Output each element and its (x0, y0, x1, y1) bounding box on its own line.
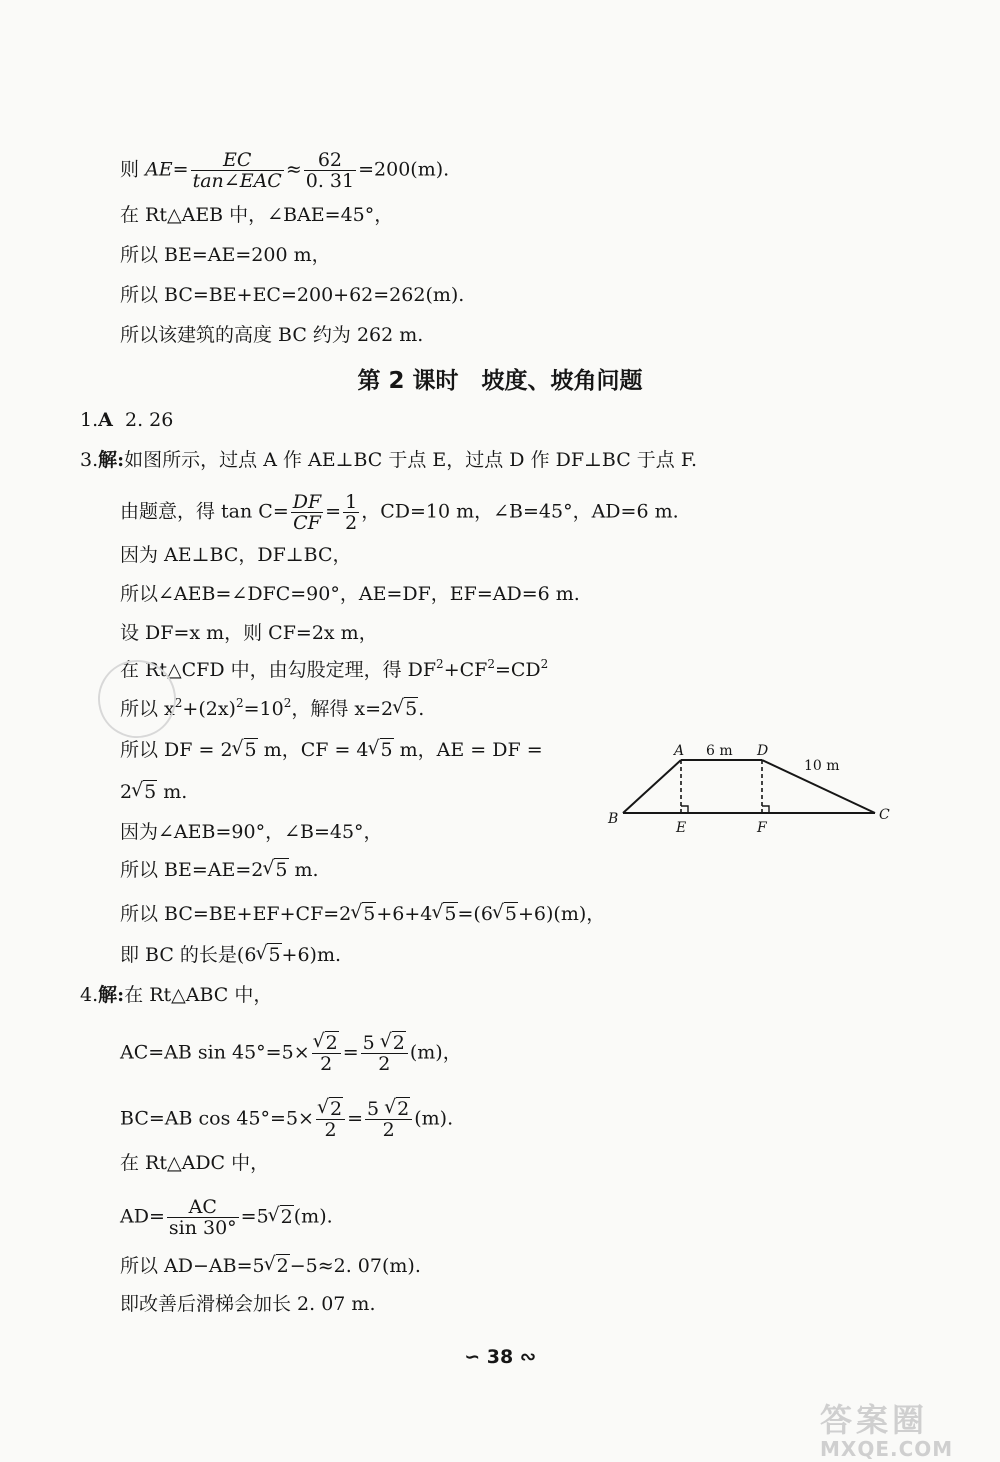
length-label-dc: 10 m (804, 758, 840, 774)
sqrt: √ 5 (432, 902, 457, 926)
sqrt: √ 2 (269, 1205, 294, 1229)
q3-line-7: 所以 $x^2+(2x)^2=10^2$，解得 x=2√ 5. (120, 697, 424, 721)
watermark-logo: 答案圈 MXQE.COM (820, 1401, 954, 1461)
fraction: $\frac{DF}{CF}$ (292, 491, 322, 534)
q4-line-4: 在 Rt△ADC 中， (120, 1152, 270, 1174)
q4-line-3: BC=AB cos 45°=5× √ $\frac{2}{2}$ = $\frac{5 √ 2}{2}$ (m). (120, 1099, 453, 1140)
sqrt: √ 5 (493, 902, 518, 926)
sqrt: √ 5 (233, 738, 258, 762)
fraction: $\frac{1}{2}$ (345, 491, 358, 534)
fraction: √ $\frac{2}{2}$ (312, 1033, 341, 1074)
sqrt: √ 2 (381, 1033, 406, 1053)
q4-line-0: 4.解:在 Rt△ABC 中， (80, 984, 273, 1006)
q4-line-6: 所以 AD−AB=5√ 2−5≈2. 07(m). (120, 1254, 421, 1278)
sqrt: √ 2 (318, 1099, 343, 1119)
fraction: $\frac{EC}{\text{tan∠EAC}}$ (192, 149, 282, 192)
point-label-d: D (757, 743, 769, 759)
q4-line-7: 即改善后滑梯会加长 2. 07 m. (120, 1293, 376, 1315)
right-angle-f (762, 806, 769, 813)
fraction: $\frac{AC}{\sin 30^\circ}$ (168, 1196, 237, 1239)
sqrt: √ 2 (385, 1099, 410, 1119)
section-title: 第 2 课时 坡度、坡角问题 (357, 368, 643, 394)
q3-line-11: 所以 BE=AE=2√ 5 m. (120, 858, 319, 882)
sqrt: √ 5 (132, 780, 157, 804)
q3-line-2: 由题意，得 tan C= $\frac{DF}{CF}$ = $\frac{1}{2}$ ，CD=10 m，∠B=45°，AD=6 m. (120, 491, 679, 534)
q3-line-4: 所以∠AEB=∠DFC=90°，AE=DF，EF=AD=6 m. (120, 583, 580, 605)
point-label-e: E (676, 820, 687, 836)
q3-line-12: 所以 BC=BE+EF+CF=2√ 5+6+4√ 5=(6√ 5+6)(m)， (120, 902, 605, 926)
fraction: $\frac{62}{0. 31}$ (305, 149, 355, 192)
q3-line-5: 设 DF=x m，则 CF=2x m， (120, 622, 378, 644)
point-label-b: B (608, 811, 619, 827)
q4-line-2: AC=AB sin 45°=5× √ $\frac{2}{2}$ = $\frac{5 √ 2}{2}$ (m)， (120, 1033, 462, 1074)
sqrt: √ 5 (351, 902, 376, 926)
answers-1-2: 1.A 2. 26 (80, 409, 174, 431)
cont-line-3: 所以 BE=AE=200 m， (120, 244, 331, 266)
q3-line-3: 因为 AE⊥BC，DF⊥BC， (120, 544, 352, 566)
q3-line-13: 即 BC 的长是(6√ 5+6)m. (120, 943, 341, 967)
trapezoid-figure (600, 743, 900, 840)
cont-line-2: 在 Rt△AEB 中，∠BAE=45°， (120, 204, 394, 226)
cont-line-4: 所以 BC=BE+EC=200+62=262(m). (120, 284, 465, 306)
side-ab (623, 760, 681, 813)
point-label-a: A (674, 743, 685, 759)
cont-line-5: 所以该建筑的高度 BC 约为 262 m. (120, 324, 424, 346)
fraction: $\frac{5 √ 2}{2}$ (361, 1033, 408, 1074)
right-angle-e (681, 806, 688, 813)
swirl-right-icon: ∾ (519, 1346, 536, 1368)
point-label-f: F (757, 820, 767, 836)
q3-line-9: 2√ 5 m. (120, 780, 187, 804)
q4-line-5: AD= $\frac{AC}{\sin 30^\circ}$ =5√ 2(m). (120, 1197, 333, 1238)
page-number: ∽ 38 ∾ (464, 1346, 536, 1368)
q3-line-1: 3.解:如图所示，过点 A 作 AE⊥BC 于点 E，过点 D 作 DF⊥BC 于点 F. (80, 449, 698, 471)
length-label-ad: 6 m (706, 743, 733, 759)
fraction: $\frac{5 √ 2}{2}$ (365, 1099, 412, 1140)
cont-line-1: 则 AE= $\frac{EC}{\text{tan∠EAC}}$ ≈ $\frac{62}{0. 31}$ =200(m). (120, 149, 450, 192)
sqrt: √ 5 (369, 738, 394, 762)
sqrt: √ 5 (263, 858, 288, 882)
q3-line-8: 所以 DF = 2√ 5 m，CF = 4√ 5 m，AE = DF = (120, 738, 543, 762)
sqrt: √ 2 (265, 1254, 290, 1278)
sqrt: √ 5 (256, 943, 281, 967)
fraction: √ $\frac{2}{2}$ (316, 1099, 345, 1140)
swirl-left-icon: ∽ (464, 1346, 481, 1368)
q3-line-10: 因为∠AEB=90°，∠B=45°， (120, 821, 383, 843)
point-label-c: C (879, 807, 890, 823)
sqrt: √ 5 (393, 697, 418, 721)
q3-line-6: 在 Rt△CFD 中，由勾股定理，得 $DF^2+CF^2=CD^2$ (120, 657, 549, 681)
sqrt: √ 2 (314, 1033, 339, 1053)
